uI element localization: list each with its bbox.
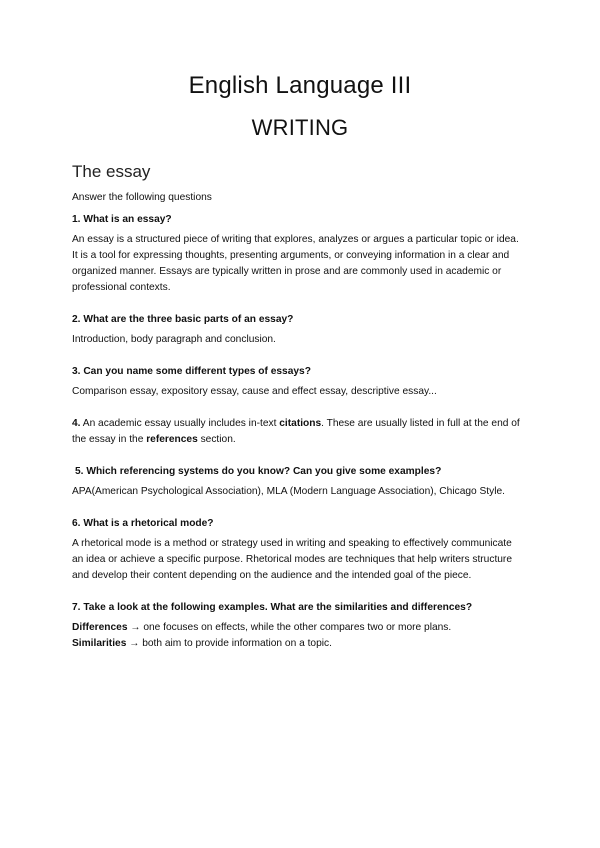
- question-5: 5. Which referencing systems do you know? Can you give some examples?: [75, 466, 442, 477]
- question-4-references: references: [146, 434, 198, 445]
- document-subtitle: WRITING: [251, 115, 349, 140]
- answer-1: An essay is a structured piece of writing that explores, analyzes or argues a particular topic or idea. It is a tool for expressing thoughts, presenting arguments, or conveying information in a clear and organized manner. Essays are typically written in prose and are commonly used in academic or professional contexts.: [72, 234, 519, 293]
- question-4: [72, 416, 524, 448]
- question-4-text-3: section.: [197, 434, 236, 445]
- question-3: 3. Can you name some different types of essays?: [72, 366, 311, 377]
- question-2: 2. What are the three basic parts of an essay?: [72, 314, 294, 325]
- question-4-number: 4.: [72, 418, 81, 429]
- similarities-line: [72, 636, 524, 652]
- section-heading: The essay: [72, 162, 151, 181]
- document-title: English Language III: [188, 72, 412, 99]
- differences-line: [72, 620, 524, 636]
- question-4-text-2: . These are usually listed in full at the end of the essay in the: [72, 418, 520, 445]
- question-4-text-1: An academic essay usually includes in-text: [80, 418, 280, 429]
- question-6: 6. What is a rhetorical mode?: [72, 518, 214, 529]
- answer-7: [72, 620, 524, 652]
- answer-3: Comparison essay, expository essay, cause and effect essay, descriptive essay...: [72, 386, 437, 397]
- intro-text: Answer the following questions: [72, 192, 212, 203]
- answer-2: Introduction, body paragraph and conclusion.: [72, 334, 276, 345]
- questions-content: [72, 190, 524, 668]
- differences-text: → one focuses on effects, while the other compares two or more plans.: [127, 622, 452, 633]
- answer-5: APA(American Psychological Association), MLA (Modern Language Association), Chicago Style.: [72, 486, 505, 497]
- similarities-label: Similarities: [72, 638, 127, 649]
- answer-6: A rhetorical mode is a method or strategy used in writing and speaking to effectively communicate an idea or achieve a specific purpose. Rhetorical modes are techniques that help writers structure and develop their content depending on the audience and the intended goal of the piece.: [72, 538, 512, 581]
- question-7: 7. Take a look at the following examples. What are the similarities and differences?: [72, 602, 473, 613]
- differences-label: Differences: [72, 622, 128, 633]
- question-1: 1. What is an essay?: [72, 214, 172, 225]
- similarities-text: → both aim to provide information on a topic.: [126, 638, 332, 649]
- question-4-citations: citations: [279, 418, 322, 429]
